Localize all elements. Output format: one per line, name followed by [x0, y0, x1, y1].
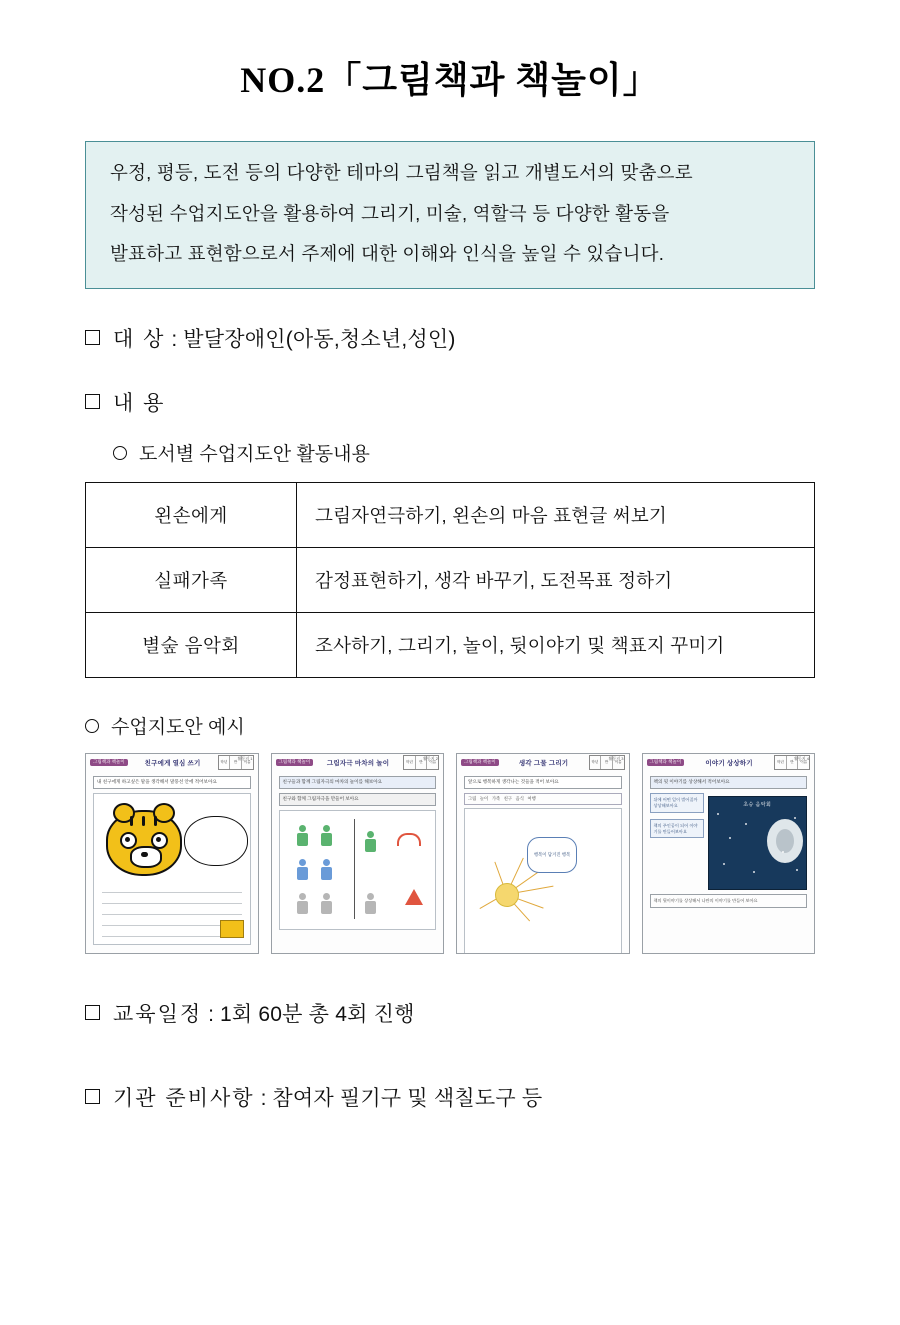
field-schedule-label: 교육일정: [113, 1002, 203, 1026]
worksheet-body-1: [86, 772, 258, 951]
worksheet-tag-4: 그림책과 책놀이: [647, 759, 685, 767]
field-schedule-separator: :: [208, 1002, 214, 1026]
field-preparation-separator: :: [260, 1086, 267, 1110]
tiger-stripe: [142, 816, 145, 826]
divider-line: [354, 819, 356, 919]
worksheet-canvas-3: [464, 808, 622, 954]
arch-shape-icon: [397, 833, 421, 846]
person-figure: [296, 859, 310, 880]
worksheet-header-3: [457, 754, 629, 772]
worksheet-instruction-2: 친구들과 함께 그림자극의 마차의 놀이를 해보아요: [279, 776, 437, 789]
chip-2: 놀이: [479, 795, 489, 801]
worksheet-footer-4: 책의 뒷이야기를 상상해서 나만의 이야기를 만들어 보아요: [650, 894, 808, 908]
worksheet-body-4: [643, 772, 815, 914]
circle-bullet-icon: [113, 446, 127, 460]
star-icon: [745, 823, 747, 825]
table-cell-book: 별숲 음악회: [86, 612, 297, 677]
table-cell-activities: 그림자연극하기, 왼손의 마음 표현글 써보기: [297, 482, 815, 547]
worksheet-corner-label-4: 활동지 4: [794, 755, 809, 761]
worksheet-meta-name-2: 이름: [429, 760, 437, 764]
table-cell-book: 왼손에게: [86, 482, 297, 547]
page-title: NO.2「그림책과 책놀이」: [240, 60, 660, 100]
worksheet-note-2: 친구와 함께 그림자극을 만들어 보아요: [279, 793, 437, 806]
square-bullet-icon: [85, 394, 100, 409]
content-subheading: [113, 439, 815, 466]
worksheet-meta-name-1: 이름: [243, 760, 251, 764]
worksheet-instruction-4: 책의 뒷 이야기를 상상해서 적어보아요: [650, 776, 808, 789]
space-illustration: [708, 796, 808, 890]
worksheet-instruction-1: 내 친구에게 하고싶은 말을 생각해서 말풍선 안에 적어보아요: [93, 776, 251, 789]
worksheet-header-2: [272, 754, 444, 772]
tiger-eye-left: [120, 832, 137, 849]
field-content-label: 내 용: [113, 391, 166, 415]
field-content: [85, 387, 815, 417]
worksheet-meta-grade-2: 학년: [404, 756, 416, 769]
worksheet-title-2: 그림자극 마차의 놀이: [326, 760, 390, 767]
worksheet-thumbnail-1[interactable]: [85, 753, 259, 954]
table-row: [86, 612, 815, 677]
person-figure: [320, 859, 334, 880]
square-bullet-icon: [85, 1089, 100, 1104]
person-figure: [364, 831, 378, 852]
worksheet-columns-4: [650, 793, 808, 890]
worksheet-header-1: [86, 754, 258, 772]
field-preparation: [85, 1082, 815, 1112]
worksheet-corner-label-2: 활동지 2: [423, 755, 438, 761]
intro-line-1: 우정, 평등, 도전 등의 다양한 테마의 그림책을 읽고 개별도서의 맞춤으로: [110, 162, 693, 183]
worksheet-sidebox-1: 뒤에 어떤 일이 벌어질까 상상해보아요: [650, 793, 704, 813]
field-target-separator: :: [171, 327, 178, 351]
worksheet-header-4: [643, 754, 815, 772]
star-icon: [794, 817, 796, 819]
chip-1: 그림: [468, 795, 477, 801]
person-figure: [320, 893, 334, 914]
table-cell-book: 실패가족: [86, 547, 297, 612]
worksheet-thumbnail-3[interactable]: [456, 753, 630, 954]
star-icon: [723, 863, 725, 865]
bottom-fields: [85, 998, 815, 1112]
chip-4: 친구: [503, 795, 513, 801]
star-icon: [796, 869, 798, 871]
star-icon: [753, 871, 755, 873]
worksheet-canvas-2: [279, 810, 437, 930]
worksheet-meta-grade-3: 학년: [590, 756, 602, 769]
person-figure: [296, 893, 310, 914]
worksheet-meta-class-1: 반: [230, 756, 242, 769]
square-bullet-icon: [85, 1005, 100, 1020]
worksheet-corner-label-3: 활동지 3: [608, 755, 624, 761]
worksheet-thumbnail-4[interactable]: [642, 753, 816, 954]
worksheet-meta-name-4: 이름: [800, 760, 808, 764]
worksheet-meta-grade-4: 학년: [775, 756, 787, 769]
worksheet-body-2: [272, 772, 444, 937]
worksheet-chips-3: [464, 793, 622, 805]
field-schedule-value: 1회 60분 총 4회 진행: [220, 1002, 415, 1026]
worksheet-meta-class-3: 반: [601, 756, 613, 769]
person-figure: [364, 893, 378, 914]
table-cell-activities: 조사하기, 그리기, 놀이, 뒷이야기 및 책표지 꾸미기: [297, 612, 815, 677]
spacer: [85, 1028, 815, 1082]
circle-bullet-icon: [85, 719, 99, 733]
person-figure: [320, 825, 334, 846]
worksheet-canvas-1: [93, 793, 251, 945]
tiger-stripe: [130, 816, 133, 826]
activity-table: [85, 482, 815, 678]
chip-5: 음식: [515, 795, 524, 801]
worksheet-body-3: [457, 772, 629, 954]
field-target-label: 대 상: [113, 327, 166, 351]
intro-line-2: 작성된 수업지도안을 활용하여 그리기, 미술, 역할극 등 다양한 활동을: [110, 202, 670, 224]
worksheet-side-column-4: [650, 793, 704, 839]
worksheet-title-1: 친구에게 열심 쓰기: [144, 760, 201, 767]
worksheet-meta-name-3: 이름: [614, 760, 622, 764]
triangle-shape-icon: [405, 889, 423, 905]
table-cell-activities: 감정표현하기, 생각 바꾸기, 도전목표 정하기: [297, 547, 815, 612]
worksheet-meta-grade-1: 학년: [219, 756, 231, 769]
worksheet-tag-3: 그림책과 책놀이: [461, 759, 499, 767]
field-target-value: 발달장애인(아동,청소년,성인): [183, 327, 456, 351]
space-image-label: 초승 음악회: [743, 801, 772, 808]
speech-bubble-icon: [184, 816, 248, 866]
worksheet-corner-label-1: 활동지 1: [237, 755, 253, 761]
square-bullet-icon: [85, 330, 100, 345]
worksheet-sidebox-2: 책의 주인공이 되어 이야기를 만들어보아요: [650, 819, 704, 839]
chip-3: 가족: [491, 795, 501, 801]
field-schedule: [85, 998, 815, 1028]
intro-box: [85, 141, 815, 289]
worksheet-meta-class-2: 반: [416, 756, 428, 769]
moon-icon: [767, 819, 803, 863]
field-preparation-value: 참여자 필기구 및 색칠도구 등: [272, 1086, 543, 1110]
tiger-snout: [130, 846, 162, 868]
worksheet-title-4: 이야기 상상하기: [705, 760, 753, 767]
examples-heading: [85, 712, 815, 739]
chip-6: 여행: [527, 795, 536, 801]
document-page: [0, 52, 900, 1325]
sun-shape-icon: [495, 883, 519, 907]
tiger-stripe: [154, 816, 157, 826]
worksheet-meta-class-4: 반: [787, 756, 799, 769]
mindmap-center-node: 행복이 담겨진 행복: [527, 837, 577, 873]
table-row: [86, 547, 815, 612]
star-icon: [782, 851, 784, 853]
star-icon: [717, 813, 719, 815]
star-icon: [729, 837, 731, 839]
worksheet-instruction-3: 앞으로 행복하게 생각나는 것들을 적어 보아요: [464, 776, 622, 789]
examples-heading-label: 수업지도안 예시: [111, 716, 245, 738]
worksheet-tag-1: 그림책과 책놀이: [90, 759, 128, 767]
field-preparation-label: 기관 준비사항: [113, 1086, 255, 1110]
tiger-illustration-icon: [106, 810, 182, 876]
table-row: [86, 482, 815, 547]
worksheet-thumbnail-2[interactable]: [271, 753, 445, 954]
worksheet-tag-2: 그림책과 책놀이: [276, 759, 314, 767]
person-figure: [296, 825, 310, 846]
worksheet-title-3: 생각 그물 그리기: [518, 760, 569, 767]
content-subheading-label: 도서별 수업지도안 활동내용: [139, 443, 370, 465]
examples-thumbnails: [85, 753, 815, 954]
tiger-nose: [141, 852, 148, 857]
field-target: [85, 323, 815, 353]
worksheet-stamp-icon: [220, 920, 244, 938]
intro-line-3: 발표하고 표현함으로서 주제에 대한 이해와 인식을 높일 수 있습니다.: [110, 243, 665, 264]
